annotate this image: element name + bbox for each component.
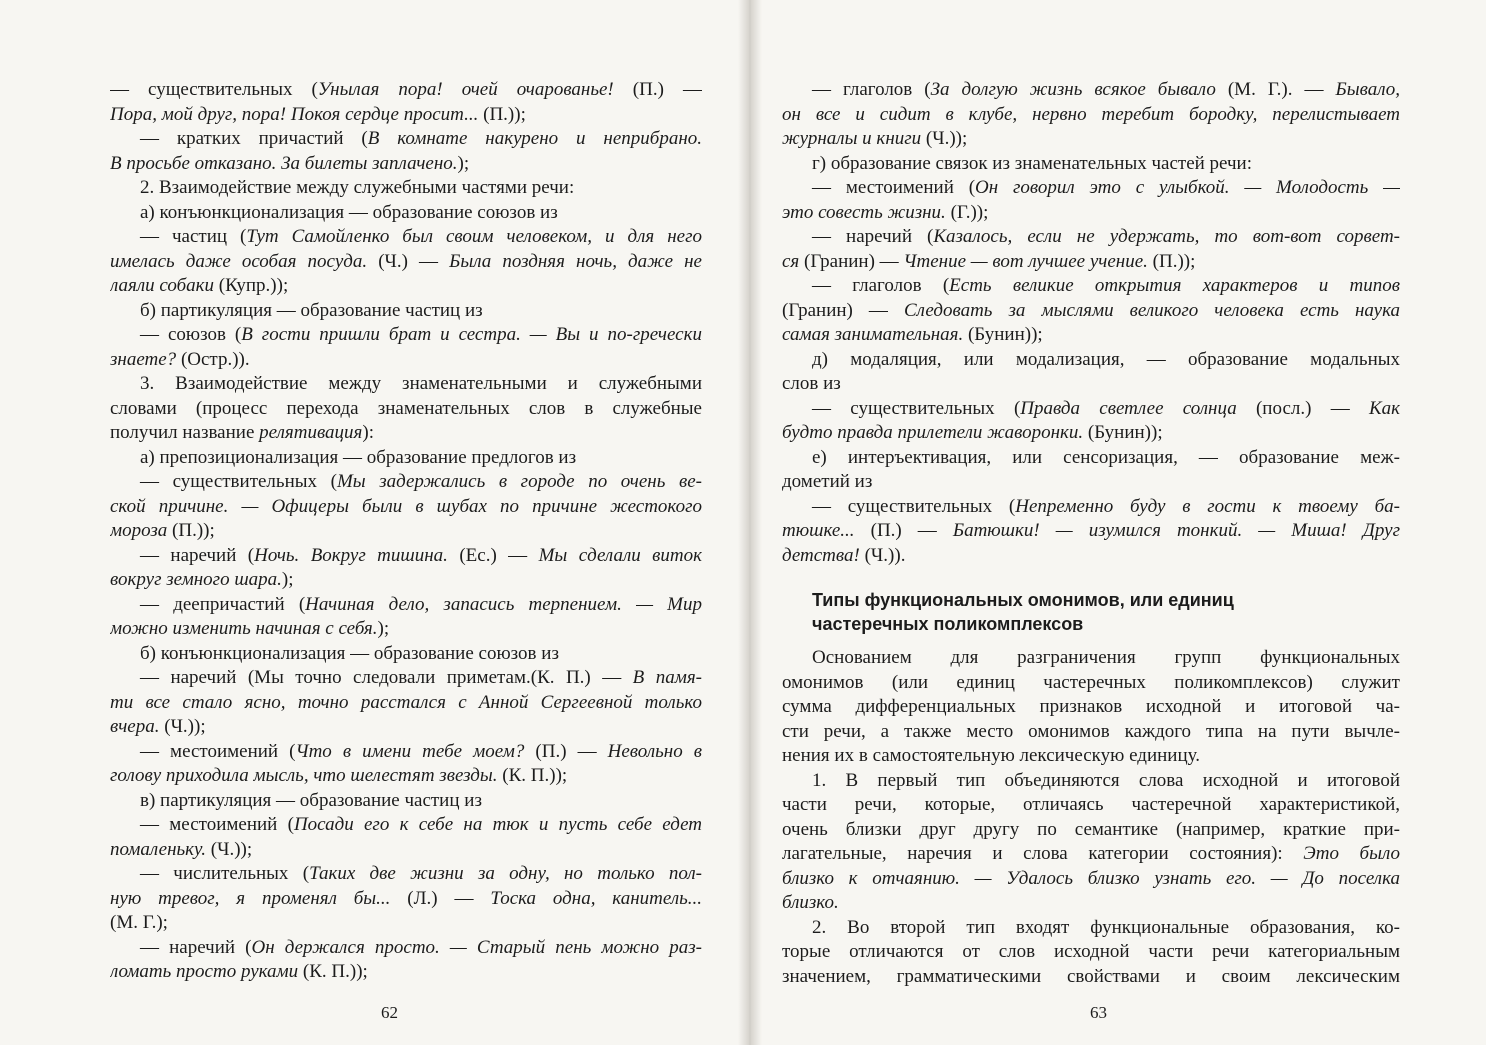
example-text: Мы сделали виток [538, 544, 702, 566]
example-text: близко. [782, 892, 839, 913]
right-page-line [782, 348, 1400, 373]
right-page-line [782, 646, 1400, 671]
example-text: вчера. [110, 716, 160, 737]
right-page-line [782, 891, 1400, 916]
example-text: Он говорил это с улыбкой. — Молодость — [975, 177, 1400, 198]
example-text: мороза [110, 520, 168, 541]
body-text: (Бунин)); [1083, 422, 1163, 443]
example-text: В памя- [632, 667, 702, 688]
page-number-left: 62 [381, 1003, 398, 1022]
body-text: — существительных ( [812, 397, 1021, 419]
example-text: можно изменить начиная с себя. [110, 618, 378, 639]
body-text: 2. Во второй тип входят функциональные образования, ко- [812, 916, 1400, 938]
left-page-line [110, 544, 702, 569]
body-text: 3. Взаимодействие между знаменательными и служебными [140, 373, 702, 394]
left-page-line [110, 397, 702, 422]
example-text: детства! [782, 544, 860, 566]
example-text: ся [782, 250, 800, 272]
left-page-line [110, 127, 702, 152]
body-text: — наречий ( [140, 544, 255, 566]
body-text: получил название [110, 422, 260, 443]
body-text: (Л.) — [390, 887, 491, 909]
right-page-line [782, 793, 1400, 818]
left-page-body [110, 78, 702, 985]
body-text: — местоимений ( [812, 177, 976, 198]
body-text: — числительных ( [140, 863, 310, 884]
example-text: Что в имени тебе моем? [295, 740, 525, 762]
example-text: В гости пришли брат и сестра. — Вы и по-гречески [241, 324, 702, 345]
example-text: Как [1368, 397, 1400, 419]
left-page-line [110, 446, 702, 471]
body-text: (Ес.) — [447, 544, 539, 566]
body-text: (Г.)); [945, 201, 989, 223]
right-page-line [782, 671, 1400, 696]
left-page-line [110, 372, 702, 397]
body-text: — союзов ( [140, 324, 242, 345]
left-page-line [110, 715, 702, 740]
left-page-line [110, 911, 702, 936]
page-number-right: 63 [1090, 1003, 1107, 1022]
body-text: (П.)); [167, 520, 215, 541]
left-page-line [110, 862, 702, 887]
section-heading-line-2: частеречных поликомплексов [812, 614, 1084, 634]
right-page-line [782, 225, 1400, 250]
example-text: Пора, мой друг, пора! Покоя сердце просит... [110, 103, 479, 125]
body-text: ); [457, 152, 470, 174]
right-page-line [782, 916, 1400, 941]
body-text: (Гранин) — [799, 250, 904, 272]
right-page-line [782, 695, 1400, 720]
example-text: Правда светлее солнца [1020, 397, 1237, 419]
body-text: б) конъюнкционализация — образование союзов из [140, 642, 559, 664]
right-page-line [782, 720, 1400, 745]
example-text: За долгую жизнь всякое бывало [930, 79, 1216, 100]
left-page-line [110, 936, 702, 961]
example-text: Казалось, если не удержать, то вот-вот сорвет- [933, 226, 1400, 247]
left-page-line [110, 323, 702, 348]
right-page [782, 78, 1400, 989]
left-page-line [110, 617, 702, 642]
example-text: Непременно буду в гости к твоему ба- [1015, 495, 1400, 517]
example-text: релятивация [259, 422, 363, 443]
left-page-line [110, 152, 702, 177]
example-text: Он держался просто. — Старый пень можно раз- [251, 936, 702, 958]
body-text: — существительных ( [110, 79, 318, 100]
right-page-line [782, 940, 1400, 965]
right-page-line [782, 78, 1400, 103]
left-page-line [110, 250, 702, 275]
example-text: Батюшки! — изумился тонкий. — Миша! Друг [952, 520, 1400, 541]
body-text: 2. Взаимодействие между служебными частями речи: [140, 177, 575, 198]
body-text: (П.)); [1147, 250, 1196, 272]
example-text: Чтение — вот лучшее учение. [903, 250, 1148, 272]
example-text: лаяли собаки [110, 275, 215, 296]
body-text: (Ч.)); [159, 716, 206, 737]
left-page-line [110, 348, 702, 373]
example-text: это совесть жизни. [782, 201, 946, 223]
left-page-line [110, 299, 702, 324]
body-text: (Ч.)); [921, 128, 968, 149]
right-page-line [782, 446, 1400, 471]
example-text: Есть великие открытия характеров и типов [949, 275, 1400, 296]
right-page-line [782, 274, 1400, 299]
left-page-line [110, 666, 702, 691]
body-text: г) образование связок из знаменательных частей речи: [812, 152, 1253, 174]
right-page-line [782, 769, 1400, 794]
body-text: (Купр.)); [214, 275, 289, 296]
example-text: Была поздняя ночь, даже не [449, 250, 702, 272]
example-text: Бывало, [1335, 79, 1400, 100]
body-text: ): [362, 422, 374, 443]
body-text: (К. П.)); [497, 765, 568, 786]
example-text: ную тревог, я променял бы... [110, 887, 391, 909]
left-page-line [110, 813, 702, 838]
example-text: самая занимательная. [782, 324, 964, 345]
body-text: сти речи, а также место омонимов каждого типа на пути вычле- [782, 720, 1400, 742]
body-text: (Ч.)); [206, 838, 253, 860]
body-text: — существительных ( [140, 471, 337, 492]
body-text: а) препозиционализация — образование предлогов из [140, 446, 577, 468]
body-text: 1. В первый тип объединяются слова исходной и итоговой [812, 769, 1400, 791]
left-page-line [110, 838, 702, 863]
body-text: (посл.) — [1236, 397, 1369, 419]
body-text: Основанием для разграничения групп функциональных [812, 647, 1400, 668]
example-text: будто правда прилетели жаворонки. [782, 422, 1084, 443]
right-page-line [782, 495, 1400, 520]
example-text: В просьбе отказано. За билеты заплачено. [110, 152, 458, 174]
example-text: Унылая пора! очей очарованье! [317, 79, 614, 100]
right-page-line [782, 152, 1400, 177]
example-text: ской причине. — Офицеры были в шубах по причине жестокого [110, 495, 702, 517]
left-page-line [110, 593, 702, 618]
left-page-line [110, 176, 702, 201]
example-text: голову приходила мысль, что шелестят звезды. [110, 765, 498, 786]
example-text: Посади его к себе на тюк и пусть себе едет [293, 814, 702, 835]
body-text: (П.) — [854, 520, 953, 541]
right-page-line [782, 842, 1400, 867]
body-text: (Остр.)). [176, 348, 250, 370]
body-text: сумма дифференциальных признаков исходной и итоговой ча- [782, 696, 1400, 717]
body-text: дометий из [782, 471, 873, 492]
right-page-line [782, 176, 1400, 201]
left-page-line [110, 103, 702, 128]
body-text: — глаголов ( [812, 79, 931, 100]
left-page-line [110, 274, 702, 299]
right-page-line [782, 250, 1400, 275]
example-text: он все и сидит в клубе, нервно теребит бородку, перелистывает [782, 103, 1400, 125]
body-text: (М. Г.); [110, 912, 168, 933]
body-text: торые отличаются от слов исходной части речи категориальным [782, 941, 1400, 962]
right-page-line [782, 470, 1400, 495]
left-page-line [110, 789, 702, 814]
right-page-line [782, 201, 1400, 226]
left-page-line [110, 568, 702, 593]
left-page-line [110, 470, 702, 495]
left-page-line [110, 201, 702, 226]
example-text: ломать просто руками [110, 961, 299, 982]
left-page-line [110, 421, 702, 446]
body-text: — глаголов ( [812, 275, 950, 296]
body-text: — кратких причастий ( [140, 128, 368, 149]
right-page-line [782, 397, 1400, 422]
right-page-line [782, 323, 1400, 348]
book-gutter [738, 0, 762, 1045]
right-page-line [782, 519, 1400, 544]
right-page-line [782, 421, 1400, 446]
left-page-line [110, 78, 702, 103]
body-text: нения их в самостоятельную лексическую единицу. [782, 745, 1200, 766]
left-page-line [110, 764, 702, 789]
right-page-line [782, 744, 1400, 769]
body-text: ); [377, 618, 390, 639]
body-text: — наречий ( [812, 226, 934, 247]
left-page-line [110, 960, 702, 985]
right-page-body-top [782, 78, 1400, 568]
body-text: ); [281, 569, 294, 590]
right-page-line [782, 103, 1400, 128]
body-text: (П.) — [613, 79, 702, 100]
left-page-line [110, 519, 702, 544]
example-text: Невольно в [607, 740, 702, 762]
body-text: части речи, которые, отличаясь частеречной характеристикой, [782, 794, 1400, 815]
body-text: (П.)); [478, 103, 526, 125]
right-page-body-bottom [782, 646, 1400, 989]
example-text: Следовать за мыслями великого человека есть наука [903, 299, 1400, 321]
right-page-line [782, 965, 1400, 990]
example-text: В комнате накурено и неприбрано. [367, 128, 702, 149]
left-page-line [110, 740, 702, 765]
example-text: близко к отчаянию. — Удалось близко узнать его. — До поселка [782, 867, 1400, 889]
example-text: знаете? [110, 348, 177, 370]
body-text: — существительных ( [812, 495, 1016, 517]
body-text: (П.) — [524, 740, 608, 762]
example-text: журналы и книги [782, 128, 922, 149]
left-page-line [110, 225, 702, 250]
example-text: Ночь. Вокруг тишина. [254, 544, 448, 566]
body-text: е) интеръективация, или сенсоризация, — образование меж- [812, 446, 1400, 468]
body-text: значением, грамматическими свойствами и своим лексическим [782, 965, 1400, 987]
left-page [110, 78, 702, 985]
body-text: омонимов (или единиц частеречных поликомплексов) служит [782, 671, 1400, 693]
section-heading-line-1: Типы функциональных омонимов, или единиц [812, 590, 1234, 610]
example-text: помаленьку. [110, 838, 207, 860]
left-page-line [110, 691, 702, 716]
example-text: имелась даже особая посуда. [110, 250, 368, 272]
example-text: тюшке... [782, 520, 855, 541]
body-text: (Ч.) — [367, 250, 450, 272]
right-page-line [782, 867, 1400, 892]
example-text: Таких две жизни за одну, но только пол- [309, 863, 702, 884]
right-page-line [782, 544, 1400, 569]
body-text: очень близки друг другу по семантике (например, краткие при- [782, 818, 1400, 840]
right-page-line [782, 818, 1400, 843]
body-text: (К. П.)); [298, 961, 368, 982]
body-text: — деепричастий ( [140, 593, 306, 615]
example-text: Тут Самойленко был своим человеком, и для него [246, 226, 702, 247]
right-page-line [782, 127, 1400, 152]
example-text: ти все стало ясно, точно расстался с Анной Сергеевной только [110, 691, 702, 713]
body-text: д) модаляция, или модализация, — образование модальных [812, 348, 1400, 370]
example-text: Это было [1303, 843, 1400, 864]
left-page-line [110, 887, 702, 912]
body-text: (М. Г.). — [1215, 79, 1336, 100]
body-text: — местоимений ( [140, 814, 294, 835]
body-text: — наречий (Мы точно следовали приметам.(К. П.) — [140, 667, 633, 688]
body-text: а) конъюнкционализация — образование союзов из [140, 201, 558, 223]
body-text: — наречий ( [140, 936, 252, 958]
body-text: (Гранин) — [782, 299, 904, 321]
left-page-line [110, 642, 702, 667]
body-text: слов из [782, 373, 841, 394]
body-text: в) партикуляция — образование частиц из [140, 789, 482, 811]
right-page-line [782, 372, 1400, 397]
example-text: Начиная дело, запасись терпением. — Мир [305, 593, 702, 615]
body-text: б) партикуляция — образование частиц из [140, 299, 483, 321]
body-text: (Бунин)); [963, 324, 1043, 345]
body-text: словами (процесс перехода знаменательных слов в служебные [110, 397, 702, 419]
example-text: Тоска одна, канитель... [490, 887, 702, 909]
body-text: лагательные, наречия и слова категории состояния): [782, 843, 1304, 864]
body-text: (Ч.)). [859, 544, 906, 566]
left-page-line [110, 495, 702, 520]
example-text: Мы задержались в городе по очень ве- [336, 471, 702, 492]
body-text: — местоимений ( [140, 740, 296, 762]
right-page-line [782, 299, 1400, 324]
example-text: вокруг земного шара. [110, 569, 282, 590]
body-text: — частиц ( [140, 226, 247, 247]
